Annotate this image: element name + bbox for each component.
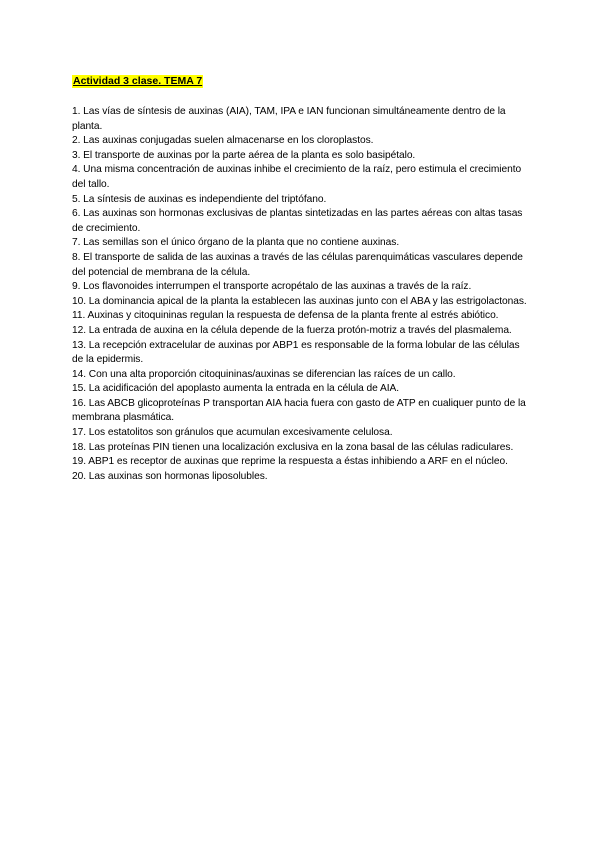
question-item: 10. La dominancia apical de la planta la establecen las auxinas junto con el ABA y las estrigolactonas. xyxy=(72,295,527,307)
question-item: 1. Las vías de síntesis de auxinas (AIA), TAM, IPA e IAN funcionan simultáneamente dentro de la planta. xyxy=(72,106,506,132)
question-item: 8. El transporte de salida de las auxinas a través de las células parenquimáticas vasculares depende del potencial de membrana de la célula. xyxy=(72,251,523,278)
question-item: 18. Las proteínas PIN tienen una localización exclusiva en la zona basal de las células radiculares. xyxy=(72,441,514,453)
question-item: 17. Los estatolitos son gránulos que acumulan excesivamente celulosa. xyxy=(72,427,393,439)
question-item: 6. Las auxinas son hormonas exclusivas de plantas sintetizadas en las partes aéreas con altas tasas de crecimiento. xyxy=(72,208,523,234)
question-list xyxy=(72,105,532,484)
question-item: 12. La entrada de auxina en la célula depende de la fuerza protón-motriz a través del plasmalema. xyxy=(72,324,512,336)
question-item: 9. Los flavonoides interrumpen el transporte acropétalo de las auxinas a través de la raíz. xyxy=(72,281,472,293)
question-item: 2. Las auxinas conjugadas suelen almacenarse en los cloroplastos. xyxy=(72,135,374,147)
question-item: 16. Las ABCB glicoproteínas P transportan AIA hacia fuera con gasto de ATP en cualiquer punto de la membrana plasmática. xyxy=(72,397,526,424)
question-item: 14. Con una alta proporción citoquininas/auxinas se diferencian las raíces de un callo. xyxy=(72,368,456,380)
question-item: 15. La acidificación del apoplasto aumenta la entrada en la célula de AIA. xyxy=(72,383,400,395)
question-item: 11. Auxinas y citoquininas regulan la respuesta de defensa de la planta frente al estrés abiótico. xyxy=(72,310,499,322)
document-content xyxy=(72,71,532,484)
question-item: 19. ABP1 es receptor de auxinas que reprime la respuesta a éstas inhibiendo a ARF en el núcleo. xyxy=(72,456,508,468)
question-item: 4. Una misma concentración de auxinas inhibe el crecimiento de la raíz, pero estimula el crecimiento del tallo. xyxy=(72,164,522,190)
question-item: 3. El transporte de auxinas por la parte aérea de la planta es solo basipétalo. xyxy=(72,149,416,161)
question-item: 20. Las auxinas son hormonas liposolubles. xyxy=(72,470,268,482)
document-title: Actividad 3 clase. TEMA 7 xyxy=(73,75,203,87)
question-item: 13. La recepción extracelular de auxinas por ABP1 es responsable de la forma lobular de las células de la epidermis. xyxy=(72,339,520,366)
question-item: 5. La síntesis de auxinas es independiente del triptófano. xyxy=(72,193,327,205)
question-item: 7. Las semillas son el único órgano de la planta que no contiene auxinas. xyxy=(72,237,400,249)
